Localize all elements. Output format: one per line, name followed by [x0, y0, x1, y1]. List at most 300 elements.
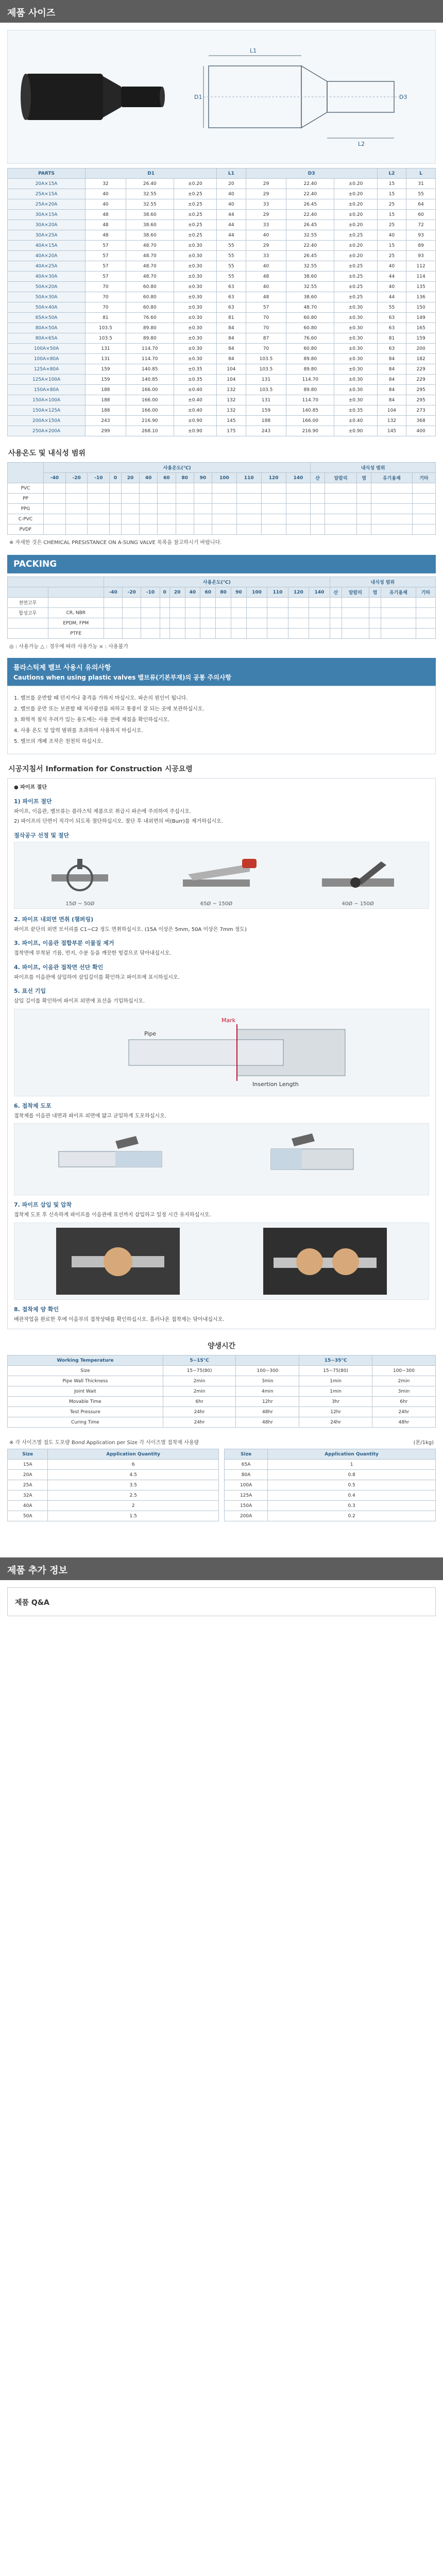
chem-col: 산 [330, 587, 342, 598]
table-cell: Pipe Wall Thickness [8, 1376, 163, 1386]
temp-col: -40 [104, 587, 123, 598]
table-cell: 81 [217, 313, 246, 323]
table-cell: 89.80 [286, 354, 334, 364]
col-parts: PARTS [8, 168, 86, 179]
table-cell [325, 494, 357, 504]
material-name: C-PVC [8, 514, 44, 524]
row-size-label: 150A×100A [8, 395, 86, 405]
row-size-label: 125A×100A [8, 375, 86, 385]
table-cell: 229 [406, 364, 436, 375]
table-cell: 70 [86, 302, 126, 313]
table-cell [261, 524, 286, 535]
caution-box [7, 686, 436, 754]
table-cell [121, 514, 139, 524]
table-cell: 295 [406, 385, 436, 395]
row-size-label: 30A×20A [8, 220, 86, 230]
bond-table-left: Size Application Quantity 15A 6 20A 4.5 25A 3.5 32A 2.5 40A 2 50A 1.5 [7, 1449, 219, 1521]
table-cell: 32A [8, 1490, 48, 1501]
table-cell [342, 618, 369, 629]
table-cell: 103.5 [246, 364, 286, 375]
table-cell [342, 629, 369, 639]
row-size-label: 40A×30A [8, 272, 86, 282]
row-size-label: 150A×125A [8, 405, 86, 416]
table-cell [160, 598, 169, 608]
cure-title: 양생시간 [207, 1342, 236, 1351]
table-cell: 140.85 [126, 375, 174, 385]
table-cell: 70 [86, 292, 126, 302]
table-cell: ±0.30 [174, 241, 216, 251]
table-row [8, 1470, 219, 1480]
table-cell [194, 504, 212, 514]
table-cell: 38.60 [126, 220, 174, 230]
temp-col: 120 [261, 473, 286, 483]
packing-name: PTFE [48, 629, 104, 639]
table-cell: 89 [406, 241, 436, 251]
table-cell [416, 618, 435, 629]
table-cell: 12hr [236, 1397, 299, 1407]
chem-col: 유기용제 [381, 587, 416, 598]
table-cell: 48hr [236, 1417, 299, 1428]
table-cell [357, 514, 371, 524]
table-cell: 165 [406, 323, 436, 333]
table-cell [357, 494, 371, 504]
table-cell: ±0.30 [334, 375, 377, 385]
table-cell: ±0.30 [174, 354, 216, 364]
table-cell [176, 494, 194, 504]
table-cell [121, 504, 139, 514]
table-cell [369, 598, 381, 608]
table-cell: 104 [377, 405, 406, 416]
row-size-label: 40A×15A [8, 241, 86, 251]
table-cell [185, 598, 200, 608]
table-cell: ±0.30 [334, 323, 377, 333]
table-cell: 26.45 [286, 199, 334, 210]
table-cell [194, 514, 212, 524]
table-cell: 2.5 [48, 1490, 219, 1501]
label-pipe: Pipe [144, 1030, 157, 1037]
table-row [8, 1376, 436, 1386]
dimension-drawing [178, 30, 435, 163]
temp-col: 140 [286, 473, 311, 483]
table-cell [412, 483, 435, 494]
table-cell [185, 608, 200, 618]
table-cell [194, 524, 212, 535]
material-name: PP [8, 494, 44, 504]
table-cell [141, 629, 160, 639]
table-cell: 0.8 [268, 1470, 436, 1480]
table-cell [330, 618, 342, 629]
row-size-label: 100A×50A [8, 344, 86, 354]
table-cell: 188 [246, 416, 286, 426]
table-cell [288, 629, 309, 639]
table-cell: 44 [217, 220, 246, 230]
table-row [8, 210, 436, 220]
table-cell: ±0.25 [334, 272, 377, 282]
row-size-label: 125A×80A [8, 364, 86, 375]
table-cell: 140.85 [286, 405, 334, 416]
table-cell: ±0.30 [334, 395, 377, 405]
table-cell: 57 [86, 272, 126, 282]
table-cell: 48hr [236, 1407, 299, 1417]
table-cell: 24hr [163, 1417, 235, 1428]
table-row [8, 292, 436, 302]
temp-col: 140 [309, 587, 330, 598]
table-cell: ±0.30 [174, 292, 216, 302]
table-cell [357, 504, 371, 514]
table-cell [44, 504, 66, 514]
table-cell: 135 [406, 282, 436, 292]
table-cell [261, 504, 286, 514]
table-row [225, 1480, 436, 1490]
row-size-label: 200A×150A [8, 416, 86, 426]
insertion-diagram [14, 1009, 429, 1096]
blank [8, 587, 48, 598]
row-size-label: 50A×20A [8, 282, 86, 292]
table-cell [267, 608, 288, 618]
table-cell: 132 [217, 385, 246, 395]
table-cell [158, 504, 176, 514]
table-cell: 1 [268, 1460, 436, 1470]
table-cell [176, 483, 194, 494]
table-cell: ±0.25 [334, 282, 377, 292]
table-cell [200, 608, 216, 618]
table-cell: 84 [377, 395, 406, 405]
table-cell: 132 [377, 416, 406, 426]
table-cell: ±0.25 [174, 230, 216, 241]
caution-header: 플라스틱제 밸브 사용시 유의사항 Cautions when using plastic valves 밸브류(기본부재)의 공통 주의사항 [7, 658, 436, 686]
table-cell [231, 629, 246, 639]
table-cell: 44 [377, 292, 406, 302]
chem-col: 산 [311, 473, 325, 483]
table-cell [267, 598, 288, 608]
table-cell: 38.60 [126, 210, 174, 220]
table-row [8, 1366, 436, 1376]
bond-title: ※ 각 사이즈별 접도 도포량 Bond Application per Size 각 사이즈별 접착제 사용량 (본/1kg) [9, 1440, 434, 1446]
table-cell: 149 [406, 313, 436, 323]
table-row [225, 1511, 436, 1521]
table-cell: 400 [406, 426, 436, 436]
table-cell: 273 [406, 405, 436, 416]
table-row [8, 494, 436, 504]
table-row [8, 1417, 436, 1428]
table-cell [123, 629, 141, 639]
table-cell: 48hr [372, 1417, 435, 1428]
tools-illustration [14, 842, 429, 909]
table-cell: ±0.25 [174, 210, 216, 220]
table-cell: ±0.25 [174, 199, 216, 210]
table-cell: 24hr [372, 1407, 435, 1417]
table-cell: 100~300 [372, 1366, 435, 1376]
table-cell [216, 598, 231, 608]
col-l: L [406, 168, 436, 179]
table-row [8, 282, 436, 292]
table-cell [169, 598, 185, 608]
table-cell: 40 [246, 261, 286, 272]
table-cell: 48.70 [286, 302, 334, 313]
table-cell [88, 483, 110, 494]
table-cell [212, 504, 237, 514]
table-cell: 24hr [299, 1417, 372, 1428]
table-cell: ±0.90 [334, 426, 377, 436]
table-row [225, 1501, 436, 1511]
table-cell [110, 514, 122, 524]
temp-col: 120 [288, 587, 309, 598]
table-cell: 103.5 [246, 385, 286, 395]
table-cell: 166.00 [126, 405, 174, 416]
table-cell: 25 [377, 220, 406, 230]
table-cell [88, 504, 110, 514]
row-size-label: 40A×20A [8, 251, 86, 261]
product-qa[interactable]: 제품 Q&A [7, 1587, 436, 1616]
table-cell: 24hr [163, 1407, 235, 1417]
table-cell [158, 514, 176, 524]
table-cell: ±0.90 [174, 426, 216, 436]
table-cell [44, 494, 66, 504]
table-cell: ±0.40 [174, 405, 216, 416]
temp-col: 100 [246, 587, 267, 598]
table-cell [381, 629, 416, 639]
chem-col: 기타 [412, 473, 435, 483]
table-cell: ±0.20 [334, 199, 377, 210]
reducer-photo [8, 30, 178, 163]
material-name: PVC [8, 483, 44, 494]
table-cell: 84 [377, 375, 406, 385]
table-cell: 57 [86, 261, 126, 272]
table-cell: 40 [377, 261, 406, 272]
row-size-label: 50A×40A [8, 302, 86, 313]
table-cell: 15 [377, 179, 406, 189]
table-cell: ±0.30 [334, 354, 377, 364]
table-cell [216, 618, 231, 629]
packing-group: 천연고무 [8, 598, 48, 608]
table-cell: 89.80 [286, 385, 334, 395]
table-cell: 150A [225, 1501, 268, 1511]
table-cell: 48 [246, 292, 286, 302]
table-cell: 0.2 [268, 1511, 436, 1521]
tool-ratchet-cutter: 40Ø ~ 150Ø [314, 854, 402, 908]
table-cell [311, 494, 325, 504]
bond-table-right: Size Application Quantity 65A 1 80A 0.8 100A 0.5 125A 0.4 150A 0.3 200A 0.2 [224, 1449, 436, 1521]
table-row [8, 220, 436, 230]
table-cell: 48.70 [126, 272, 174, 282]
table-cell: ±0.30 [174, 323, 216, 333]
table-cell [65, 514, 88, 524]
size-table [7, 168, 436, 436]
table-row [8, 1480, 219, 1490]
table-cell: 55 [217, 261, 246, 272]
label-mark: Mark [222, 1016, 236, 1024]
construction-title: 시공지침서 Information for Construction 시공요령 [8, 765, 193, 773]
table-cell: 3min [372, 1386, 435, 1397]
usage-title: 사용온도 및 내식성 범위 [8, 449, 86, 457]
table-cell: 48 [246, 272, 286, 282]
table-cell: 84 [217, 323, 246, 333]
svg-text:L2: L2 [358, 141, 365, 147]
construction-box: ● 파이프 절단 1) 파이프 절단 파이프, 이음관, 밸브류는 플라스틱 제품으로 취급시 파손에 주의하여 주십시오. 2) 파이프의 단면이 직각이 되도록 절단하십시오. 절단 후 내외면의 버(Burr)를 제거하십시오. 절삭공구 선정 및 절단 15Ø ~ 50Ø 65Ø ~ 150Ø 40Ø ~ 150Ø 2. 파이프 내외면 면취 (챔퍼링) 파이프 끝단의 외면 모서리를 C1~C2 정도 면취하십시오. (15A 이상은 5mm, 50A 이상은 7mm 정도) 3. 파이프, 이음관 접합부분 이물질 제거 접착면에 부착된 기름, 먼지, 수분 등을 깨끗한 헝겊으로 닦아내십시오. 4. 파이프, 이음관 접착면 선단 확인 파이프를 이음관에 삽입하여 삽입깊이를 확인하고 파이프에 표시하십시오. 5. 표선 기입 삽입 길이를 확인하여 파이프 외면에 표선을 기입하십시오. Pipe Mark Insertion Length 6. 접착제 도포 접착제를 이음관 내면과 파이프 외면에 얇고 균일하게 도포하십시오. 7. 파이프 삽입 및 압착 접착제 도포 후 신속하게 파이프를 이음관에 표선까지 삽입하고 일정 시간 유지하십시오. 8. 접착제 양 확인 배관작업을 완료한 후에 이음부의 접착상태를 확인하십시오. 흘러나온 접착제는 닦아내십시오. [7, 778, 436, 1329]
table-cell: 84 [217, 344, 246, 354]
table-cell: 29 [246, 210, 286, 220]
table-row [8, 230, 436, 241]
table-cell: 55 [406, 189, 436, 199]
table-cell: 25 [377, 251, 406, 261]
table-row [8, 1386, 436, 1397]
table-cell [121, 494, 139, 504]
table-cell: 243 [246, 426, 286, 436]
table-row [8, 395, 436, 405]
table-cell [288, 618, 309, 629]
table-cell [330, 629, 342, 639]
table-cell: ±0.30 [174, 344, 216, 354]
table-cell: 6hr [372, 1397, 435, 1407]
table-cell: 188 [86, 385, 126, 395]
table-cell [200, 598, 216, 608]
table-cell [371, 524, 412, 535]
table-cell: 150 [406, 302, 436, 313]
temp-col: 60 [158, 473, 176, 483]
temp-col: 80 [176, 473, 194, 483]
table-cell: 60.80 [126, 282, 174, 292]
table-cell: 93 [406, 251, 436, 261]
table-row [8, 354, 436, 364]
table-cell: 55 [377, 302, 406, 313]
table-cell: 22.40 [286, 179, 334, 189]
table-cell: 57 [246, 302, 286, 313]
table-cell: Joint Wait [8, 1386, 163, 1397]
table-cell: 15~75(80) [299, 1366, 372, 1376]
table-cell: 12hr [299, 1407, 372, 1417]
table-cell: 38.60 [126, 230, 174, 241]
table-cell [246, 598, 267, 608]
row-size-label: 40A×25A [8, 261, 86, 272]
table-cell: 32.55 [286, 230, 334, 241]
table-cell: ±0.20 [174, 179, 216, 189]
table-cell [216, 608, 231, 618]
row-size-label: 20A×15A [8, 179, 86, 189]
table-cell: 70 [246, 344, 286, 354]
table-cell: 70 [246, 323, 286, 333]
table-cell [330, 598, 342, 608]
table-cell [412, 514, 435, 524]
table-cell [185, 618, 200, 629]
table-row [8, 629, 436, 639]
chem-header: 내식성 범위 [311, 463, 436, 473]
table-cell [110, 504, 122, 514]
table-cell: 132 [217, 395, 246, 405]
table-cell [342, 608, 369, 618]
table-row [8, 524, 436, 535]
table-cell [381, 608, 416, 618]
table-cell [212, 483, 237, 494]
table-cell [110, 483, 122, 494]
table-cell: 6hr [163, 1397, 235, 1407]
table-cell [123, 608, 141, 618]
table-row [8, 405, 436, 416]
table-cell [231, 618, 246, 629]
table-cell [236, 524, 261, 535]
table-cell: 125A [225, 1490, 268, 1501]
row-size-label: 80A×65A [8, 333, 86, 344]
table-cell: 166.00 [126, 395, 174, 405]
table-cell [311, 524, 325, 535]
table-row [8, 272, 436, 282]
table-cell: 3min [236, 1376, 299, 1386]
table-cell: 44 [217, 230, 246, 241]
temp-col: 0 [160, 587, 169, 598]
table-cell: 40A [8, 1501, 48, 1511]
table-cell: 243 [86, 416, 126, 426]
table-row [8, 618, 436, 629]
table-row [8, 313, 436, 323]
table-cell: 132 [217, 405, 246, 416]
table-cell: ±0.20 [334, 189, 377, 199]
table-cell: 29 [246, 241, 286, 251]
table-cell: 63 [217, 282, 246, 292]
table-cell: 188 [86, 405, 126, 416]
table-cell: 76.60 [126, 313, 174, 323]
table-cell [309, 608, 330, 618]
table-cell [286, 514, 311, 524]
table-cell: 26.45 [286, 220, 334, 230]
packing-table [7, 577, 436, 639]
table-row [8, 364, 436, 375]
table-cell: 295 [406, 395, 436, 405]
table-cell: 93 [406, 230, 436, 241]
table-cell: ±0.30 [334, 313, 377, 323]
table-cell: ±0.20 [334, 210, 377, 220]
tool-saw: 65Ø ~ 150Ø [173, 854, 260, 908]
table-cell: 81 [377, 333, 406, 344]
table-cell: ±0.30 [174, 333, 216, 344]
table-cell [412, 504, 435, 514]
packing-name [48, 598, 104, 608]
table-cell: 89.80 [126, 333, 174, 344]
table-cell: 33 [246, 199, 286, 210]
col-l2: L2 [377, 168, 406, 179]
table-cell: ±0.25 [174, 189, 216, 199]
table-cell [416, 608, 435, 618]
table-cell [261, 483, 286, 494]
table-cell: 60.80 [286, 323, 334, 333]
table-cell [88, 524, 110, 535]
row-size-label: 50A×30A [8, 292, 86, 302]
table-cell [371, 483, 412, 494]
table-cell: ±0.20 [334, 241, 377, 251]
table-cell [176, 524, 194, 535]
table-cell: 81 [86, 313, 126, 323]
chem-col: 염 [369, 587, 381, 598]
table-cell: 22.40 [286, 189, 334, 199]
table-cell: 40 [246, 282, 286, 292]
table-cell: 104 [217, 364, 246, 375]
table-cell: 114.70 [126, 354, 174, 364]
caution-item: 1. 밸브를 운반할 때 던지거나 충격을 가하지 마십시오. 파손의 원인이 됩니다. [14, 696, 188, 701]
table-cell: ±0.30 [334, 344, 377, 354]
table-cell: 216.90 [126, 416, 174, 426]
table-row [8, 1397, 436, 1407]
table-cell [267, 629, 288, 639]
table-cell: 175 [217, 426, 246, 436]
table-cell: 20A [8, 1470, 48, 1480]
table-cell: 33 [246, 251, 286, 261]
table-cell: 216.90 [286, 426, 334, 436]
table-cell [212, 514, 237, 524]
table-row [8, 514, 436, 524]
table-cell: 15 [377, 189, 406, 199]
table-cell: ±0.90 [174, 416, 216, 426]
table-cell [140, 483, 158, 494]
table-cell [371, 494, 412, 504]
table-cell [369, 629, 381, 639]
